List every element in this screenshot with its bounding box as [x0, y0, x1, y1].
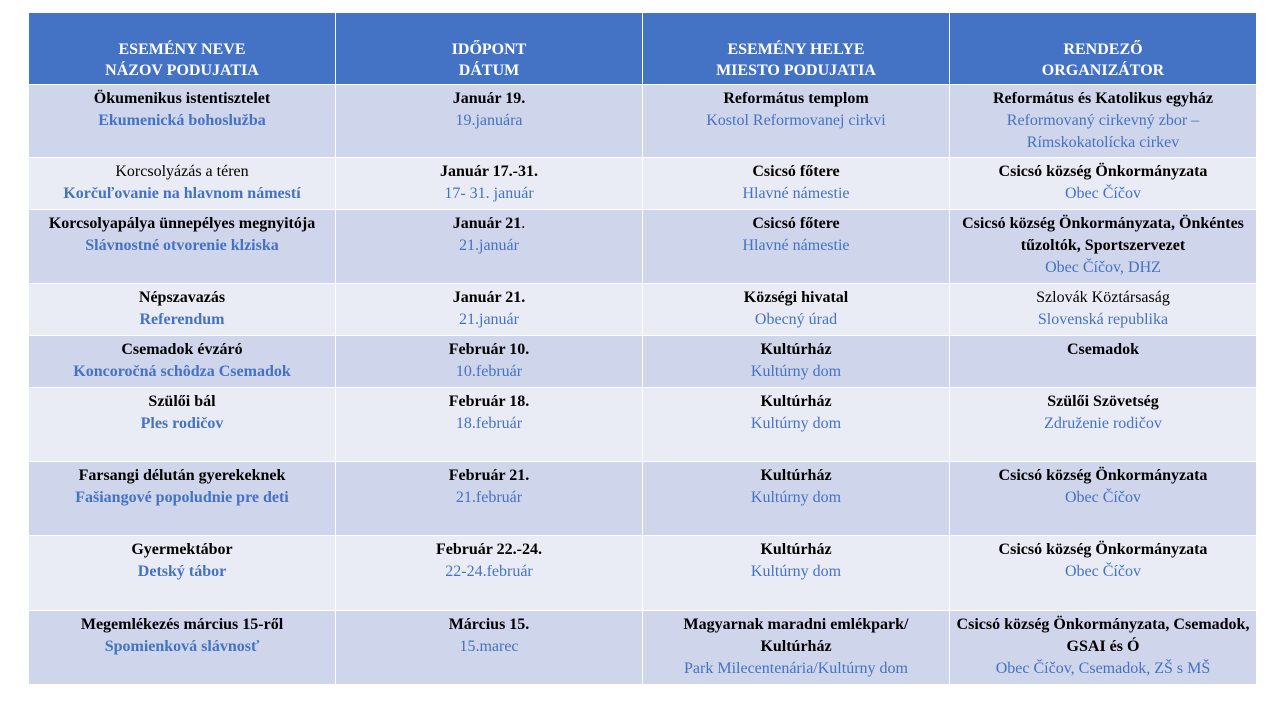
- event-name-cell: [29, 85, 336, 158]
- place-sk: Kultúrny dom: [750, 489, 842, 506]
- table-row: [29, 158, 1257, 210]
- event-name-cell: [29, 158, 336, 210]
- date-hu: Január 19.: [452, 90, 526, 107]
- header-event-name: [29, 13, 336, 85]
- place-sk: Park Milecentenária/Kultúrny dom: [684, 660, 908, 677]
- date-cell: [336, 536, 643, 611]
- place-sk: Kostol Reformovanej cirkvi: [706, 112, 886, 129]
- place-sk: Kultúrny dom: [750, 563, 842, 580]
- header-sk: DÁTUM: [458, 62, 520, 79]
- event-name-hu: Farsangi délután gyerekeknek: [78, 467, 286, 484]
- event-name-cell: [29, 462, 336, 536]
- event-name-sk: Fašiangové popoludnie pre deti: [75, 489, 289, 506]
- event-name-hu: Korcsolyázás a téren: [115, 163, 249, 180]
- place-hu: Kultúrház: [760, 467, 832, 484]
- table-row: [29, 336, 1257, 388]
- place-sk: Hlavné námestie: [742, 185, 850, 202]
- date-hu: Március 15.: [448, 616, 530, 633]
- header-hu: RENDEZŐ: [1063, 41, 1143, 58]
- header-hu: ESEMÉNY NEVE: [118, 41, 246, 58]
- place-sk: Obecný úrad: [754, 311, 838, 328]
- date-cell: [336, 336, 643, 388]
- header-organizer: [950, 13, 1257, 85]
- event-name-sk: Slávnostné otvorenie klziska: [85, 237, 279, 254]
- event-name-cell: [29, 336, 336, 388]
- table-row: [29, 210, 1257, 284]
- date-cell: [336, 611, 643, 685]
- place-cell: [643, 284, 950, 336]
- event-name-hu: Népszavazás: [138, 289, 226, 306]
- place-cell: [643, 388, 950, 462]
- date-sk: 15.marec: [459, 638, 519, 655]
- date-hu: Január 21.: [452, 289, 526, 306]
- date-cell: [336, 158, 643, 210]
- organizer-hu: Szülői Szövetség: [1047, 393, 1159, 410]
- header-place: [643, 13, 950, 85]
- event-name-sk: Ekumenická bohoslužba: [98, 112, 266, 129]
- organizer-hu: Csemadok: [1066, 341, 1139, 358]
- table-row: [29, 388, 1257, 462]
- event-name-cell: [29, 210, 336, 284]
- organizer-sk: Združenie rodičov: [1044, 415, 1162, 432]
- place-hu: Magyarnak maradni emlékpark/ Kultúrház: [683, 616, 909, 655]
- place-hu: Csicsó főtere: [752, 215, 840, 232]
- place-cell: [643, 462, 950, 536]
- date-sk: 10.február: [455, 363, 523, 380]
- header-row: [29, 13, 1257, 85]
- date-hu: Január 17.-31.: [440, 163, 538, 180]
- table-row: [29, 85, 1257, 158]
- event-name-hu: Megemlékezés március 15-ről: [80, 616, 284, 633]
- organizer-sk: Reformovaný cirkevný zbor – Rímskokatolícka cirkev: [1006, 112, 1200, 151]
- table-row: [29, 462, 1257, 536]
- date-hu: [340, 213, 638, 235]
- events-table: [28, 12, 1257, 685]
- organizer-cell: [950, 388, 1257, 462]
- organizer-sk: Obec Číčov: [1065, 185, 1141, 202]
- date-hu: Február 10.: [448, 341, 530, 358]
- date-hu: Február 21.: [448, 467, 530, 484]
- date-hu: Február 22.-24.: [436, 541, 542, 558]
- organizer-cell: [950, 210, 1257, 284]
- date-sk: 18.február: [455, 415, 523, 432]
- event-name-hu: Korcsolyapálya ünnepélyes megnyitója: [48, 215, 316, 232]
- date-cell: [336, 85, 643, 158]
- place-hu: Csicsó főtere: [752, 163, 840, 180]
- organizer-sk: Obec Číčov: [1065, 489, 1141, 506]
- place-hu: Kultúrház: [760, 541, 832, 558]
- date-hu-suffix: .: [521, 215, 526, 232]
- organizer-sk: Obec Číčov, Csemadok, ZŠ s MŠ: [995, 660, 1211, 677]
- organizer-cell: [950, 85, 1257, 158]
- place-hu: Református templom: [723, 90, 869, 107]
- event-name-sk: Korčuľovanie na hlavnom námestí: [63, 185, 301, 202]
- event-name-cell: [29, 611, 336, 685]
- event-name-hu: Gyermektábor: [131, 541, 233, 558]
- place-sk: Hlavné námestie: [742, 237, 850, 254]
- date-sk: 19.januára: [455, 112, 523, 129]
- date-hu-main: Január 21: [452, 215, 522, 232]
- date-sk: 22-24.február: [445, 563, 533, 580]
- place-hu: Kultúrház: [760, 393, 832, 410]
- place-hu: Községi hivatal: [743, 289, 849, 306]
- place-cell: [643, 158, 950, 210]
- place-cell: [643, 85, 950, 158]
- date-hu: Február 18.: [448, 393, 530, 410]
- place-cell: [643, 536, 950, 611]
- organizer-sk: Slovenská republika: [1037, 311, 1169, 328]
- organizer-cell: [950, 158, 1257, 210]
- place-cell: [643, 336, 950, 388]
- place-cell: [643, 611, 950, 685]
- date-sk: 17- 31. január: [444, 185, 534, 202]
- event-name-sk: Detský tábor: [137, 563, 227, 580]
- table-row: [29, 536, 1257, 611]
- event-name-hu: Szülői bál: [148, 393, 216, 410]
- event-name-cell: [29, 284, 336, 336]
- organizer-hu: Csicsó község Önkormányzata: [998, 541, 1208, 558]
- header-sk: ORGANIZÁTOR: [1041, 62, 1165, 79]
- date-cell: [336, 462, 643, 536]
- organizer-hu: Református és Katolikus egyház: [993, 90, 1213, 107]
- organizer-sk: Obec Číčov, DHZ: [1045, 259, 1161, 276]
- event-name-hu: Ökumenikus istentisztelet: [93, 90, 271, 107]
- header-hu: IDŐPONT: [451, 41, 527, 58]
- table-row: [29, 284, 1257, 336]
- place-sk: Kultúrny dom: [750, 363, 842, 380]
- event-name-hu: Csemadok évzáró: [121, 341, 243, 358]
- organizer-cell: [950, 462, 1257, 536]
- date-cell: [336, 210, 643, 284]
- organizer-hu: Csicsó község Önkormányzata, Csemadok, GSAI és Ó: [956, 616, 1250, 655]
- date-cell: [336, 388, 643, 462]
- table-row: [29, 611, 1257, 685]
- header-date: [336, 13, 643, 85]
- place-sk: Kultúrny dom: [750, 415, 842, 432]
- event-name-sk: Koncoročná schôdza Csemadok: [73, 363, 291, 380]
- header-sk: NÁZOV PODUJATIA: [105, 62, 259, 79]
- date-cell: [336, 284, 643, 336]
- header-hu: ESEMÉNY HELYE: [727, 41, 865, 58]
- date-sk: 21.február: [455, 489, 523, 506]
- organizer-cell: [950, 284, 1257, 336]
- organizer-sk: Obec Číčov: [1065, 563, 1141, 580]
- organizer-hu: Szlovák Köztársaság: [1036, 289, 1170, 306]
- organizer-cell: [950, 611, 1257, 685]
- date-sk: 21.január: [459, 311, 519, 328]
- date-sk: 21.január: [459, 237, 519, 254]
- header-sk: MIESTO PODUJATIA: [716, 62, 876, 79]
- event-name-sk: Ples rodičov: [140, 415, 224, 432]
- event-name-sk: Referendum: [139, 311, 225, 328]
- event-name-cell: [29, 536, 336, 611]
- organizer-hu: Csicsó község Önkormányzata: [998, 467, 1208, 484]
- organizer-cell: [950, 536, 1257, 611]
- organizer-hu: Csicsó község Önkormányzata: [998, 163, 1208, 180]
- organizer-cell: [950, 336, 1257, 388]
- organizer-hu: Csicsó község Önkormányzata, Önkéntes tűzoltók, Sportszervezet: [962, 215, 1244, 254]
- event-name-cell: [29, 388, 336, 462]
- place-cell: [643, 210, 950, 284]
- place-hu: Kultúrház: [760, 341, 832, 358]
- event-name-sk: Spomienková slávnosť: [104, 638, 260, 655]
